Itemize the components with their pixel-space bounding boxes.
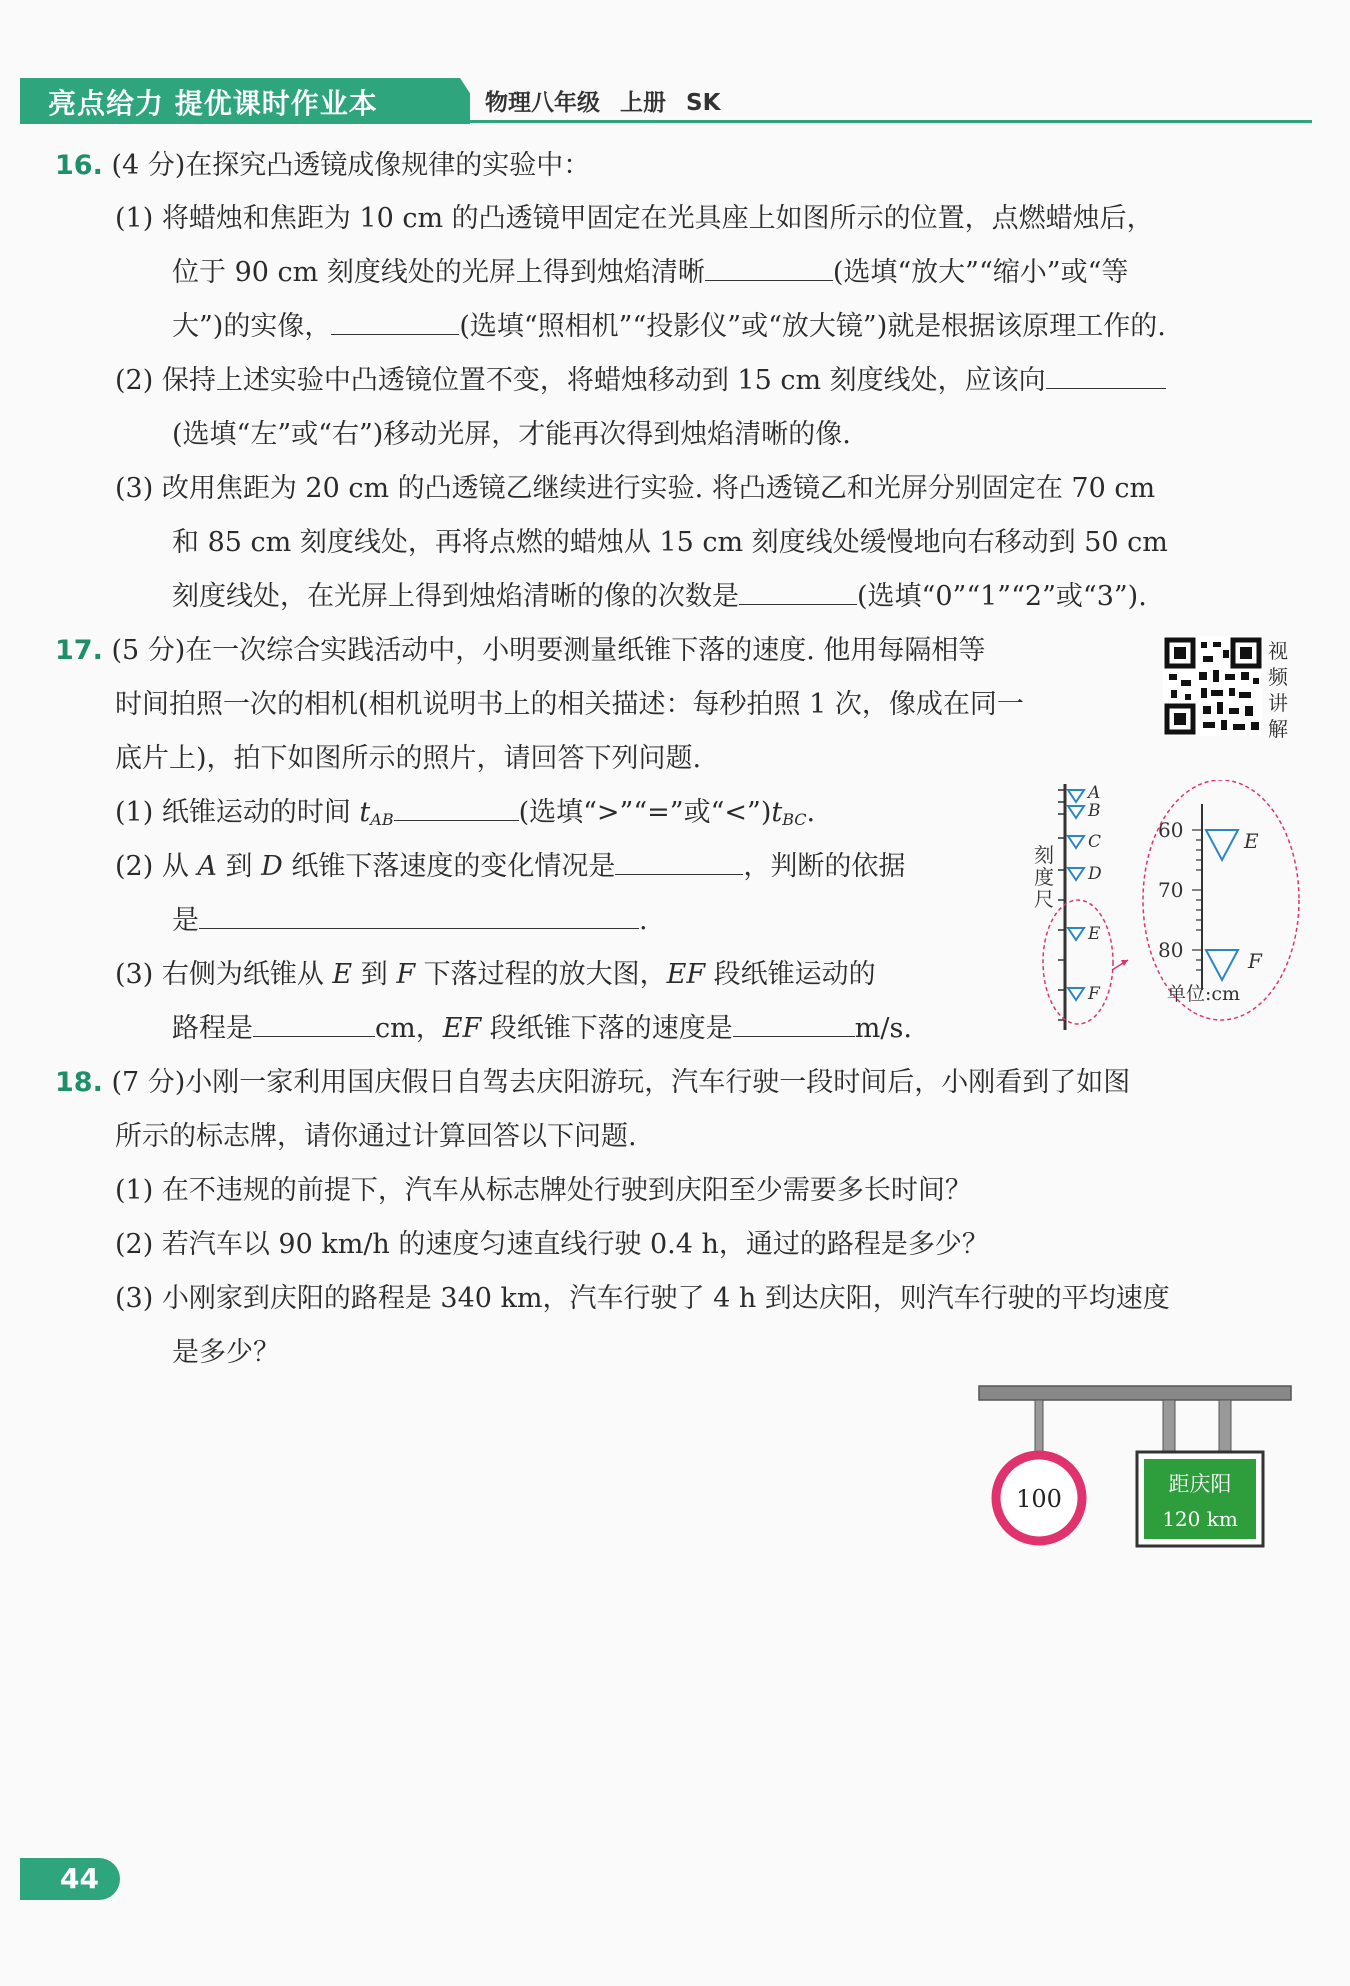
q17-blank-basis[interactable] [199, 902, 639, 929]
q18-stem-line1 [55, 1064, 1130, 1102]
q17-p3-EF: EF [666, 959, 706, 990]
q17-p2c: 纸锥下落速度的变化情况是 [282, 851, 616, 882]
q17-p3-line2 [172, 1010, 912, 1048]
q17-p3-E: E [332, 959, 353, 990]
q17-p3d: 段纸锥运动的 [705, 959, 876, 990]
cone-E-small [1068, 928, 1084, 940]
q18-number: 18. [55, 1067, 103, 1098]
q16-p1-line3 [172, 308, 1166, 346]
q17-p3-l2d: m/s. [854, 1013, 912, 1044]
q17-p1c: . [806, 797, 816, 828]
q17-number: 17. [55, 635, 103, 666]
q16-blank-direction[interactable] [1046, 362, 1166, 389]
q16-p1-line1: (1) 将蜡烛和焦距为 10 cm 的凸透镜甲固定在光具座上如图所示的位置，点燃蜡烛后， [115, 203, 1154, 234]
q17-p2-D: D [261, 851, 283, 882]
speed-limit-value: 100 [1016, 1485, 1062, 1513]
q18-stem-line2: 所示的标志牌，请你通过计算回答以下问题. [115, 1121, 637, 1152]
q17-p2a: (2) 从 [115, 851, 198, 882]
q17-p3a: (3) 右侧为纸锥从 [115, 959, 333, 990]
ruler-label-char-1: 刻 [1034, 843, 1054, 867]
series-title: 亮点给力 提优课时作业本 [48, 87, 378, 120]
q17-stem-line3: 底片上)，拍下如图所示的照片，请回答下列问题. [115, 743, 702, 774]
q17-sub-bc: BC [782, 810, 807, 829]
tick-80: 80 [1158, 938, 1184, 962]
q17-blank-compare[interactable] [394, 794, 519, 821]
cone-A [1068, 790, 1084, 802]
label-C: C [1088, 832, 1102, 852]
cone-C [1068, 836, 1084, 848]
qr-code-icon[interactable] [1163, 636, 1263, 736]
label-E-large: E [1244, 829, 1259, 853]
q17-sub-ab: AB [370, 810, 394, 829]
distance-sign-destination: 距庆阳 [1168, 1472, 1232, 1496]
q17-t1: t [359, 797, 371, 828]
q16-number: 16. [55, 150, 103, 181]
q17-t2: t [771, 797, 783, 828]
q17-p1 [115, 794, 815, 839]
q16-stem [55, 147, 590, 185]
q17-p1a: (1) 纸锥运动的时间 [115, 797, 360, 828]
sign-gantry [979, 1386, 1291, 1400]
q16-p3-line3b: (选填“0”“1”“2”或“3”). [857, 581, 1147, 612]
q18-road-sign-figure [975, 1380, 1295, 1560]
q17-p2-end: . [639, 905, 648, 936]
q17-stem-line1 [55, 632, 985, 670]
q17-p2-A: A [197, 851, 217, 882]
q16-p3-line2: 和 85 cm 刻度线处，再将点燃的蜡烛从 15 cm 刻度线处缓慢地向右移动到 50 cm [172, 527, 1168, 558]
q17-blank-distance[interactable] [253, 1010, 375, 1037]
q16-p3-line3a: 刻度线处，在光屏上得到烛焰清晰的像的次数是 [172, 581, 739, 612]
q17-p2-line1 [115, 848, 905, 886]
q17-p3-line1 [115, 956, 876, 994]
q18-stem-line1-text: (7 分)小刚一家利用国庆假日自驾去庆阳游玩，汽车行驶一段时间后，小刚看到了如图 [111, 1067, 1131, 1098]
label-A: A [1088, 783, 1101, 803]
q16-p2-line1 [115, 362, 1166, 400]
qr-video-label: 视频讲解 [1268, 639, 1288, 741]
q17-p3-EF2: EF [442, 1013, 482, 1044]
label-F-large: F [1248, 949, 1262, 973]
q17-p3b: 到 [352, 959, 397, 990]
q18-p3-line2: 是多少？ [172, 1337, 280, 1368]
q17-blank-speed-change[interactable] [615, 848, 743, 875]
q16-stem-text: (4 分)在探究凸透镜成像规律的实验中： [111, 150, 591, 181]
q17-p3-l2c: 段纸锥下落的速度是 [481, 1013, 733, 1044]
q16-p2-line2: (选填“左”或“右”)移动光屏，才能再次得到烛焰清晰的像. [172, 419, 851, 450]
q16-blank-image-size[interactable] [705, 254, 833, 281]
q16-blank-instrument[interactable] [331, 308, 459, 335]
distance-sign-value: 120 km [1162, 1507, 1238, 1531]
label-D: D [1088, 864, 1102, 884]
ruler-label [1034, 843, 1060, 911]
label-B: B [1088, 801, 1101, 821]
q17-p2-line2-text: 是 [172, 905, 199, 936]
cone-E-large [1206, 830, 1238, 860]
q17-falling-cone-figure [1030, 780, 1300, 1040]
ruler-label-char-3: 尺 [1034, 887, 1054, 911]
sign-post-right [1219, 1400, 1231, 1452]
book-subtitle: 物理八年级 上册 SK [485, 90, 721, 116]
q17-p2d: ，判断的依据 [743, 851, 906, 882]
tick-60: 60 [1158, 818, 1184, 842]
q17-p2-line2 [172, 902, 648, 940]
header-rule [20, 120, 1312, 123]
q16-p1-line3a: 大”)的实像， [172, 311, 332, 342]
q17-p3c: 下落过程的放大图， [415, 959, 667, 990]
cone-F-large [1206, 950, 1238, 980]
q16-p1-line2 [172, 254, 1128, 292]
q16-p1-line2b: (选填“放大”“缩小”或“等 [832, 257, 1129, 288]
label-E-small: E [1088, 924, 1101, 944]
q16-p1-line2a: 位于 90 cm 刻度线处的光屏上得到烛焰清晰 [172, 257, 705, 288]
cone-D [1068, 868, 1084, 880]
q18-p3-line1: (3) 小刚家到庆阳的路程是 340 km，汽车行驶了 4 h 到达庆阳，则汽车行驶的平均速度 [115, 1283, 1170, 1314]
q17-stem-line2: 时间拍照一次的相机(相机说明书上的相关描述：每秒拍照 1 次，像成在同一 [115, 689, 1024, 720]
cone-F-small [1068, 988, 1084, 1000]
page-number: 44 [60, 1862, 99, 1895]
q17-p3-l2a: 路程是 [172, 1013, 253, 1044]
q16-p3-line3 [172, 578, 1147, 616]
q17-stem-line1-text: (5 分)在一次综合实践活动中，小明要测量纸锥下落的速度. 他用每隔相等 [111, 635, 986, 666]
q17-p1b: (选填“>”“=”或“<”) [518, 797, 772, 828]
tick-70: 70 [1158, 878, 1184, 902]
unit-label: 单位:cm [1167, 983, 1241, 1005]
q17-p3-F: F [396, 959, 416, 990]
q16-p1-line3b: (选填“照相机”“投影仪”或“放大镜”)就是根据该原理工作的. [459, 311, 1166, 342]
q18-p2: (2) 若汽车以 90 km/h 的速度匀速直线行驶 0.4 h，通过的路程是多少？ [115, 1229, 989, 1260]
ef-highlight-ellipse [1043, 900, 1113, 1024]
q16-p3-line1: (3) 改用焦距为 20 cm 的凸透镜乙继续进行实验. 将凸透镜乙和光屏分别固定在 70 cm [115, 473, 1156, 504]
q17-p2b: 到 [216, 851, 262, 882]
q16-blank-count[interactable] [739, 578, 857, 605]
q17-blank-speed[interactable] [733, 1010, 855, 1037]
label-F-small: F [1088, 984, 1100, 1004]
q18-p1: (1) 在不违规的前提下，汽车从标志牌处行驶到庆阳至少需要多长时间？ [115, 1175, 972, 1206]
ruler-label-char-2: 度 [1034, 865, 1054, 889]
sign-post-mid [1163, 1400, 1175, 1452]
q16-p2-line1-text: (2) 保持上述实验中凸透镜位置不变，将蜡烛移动到 15 cm 刻度线处，应该向 [115, 365, 1046, 396]
cone-B [1068, 806, 1084, 818]
q17-p3-l2b: cm， [375, 1013, 443, 1044]
